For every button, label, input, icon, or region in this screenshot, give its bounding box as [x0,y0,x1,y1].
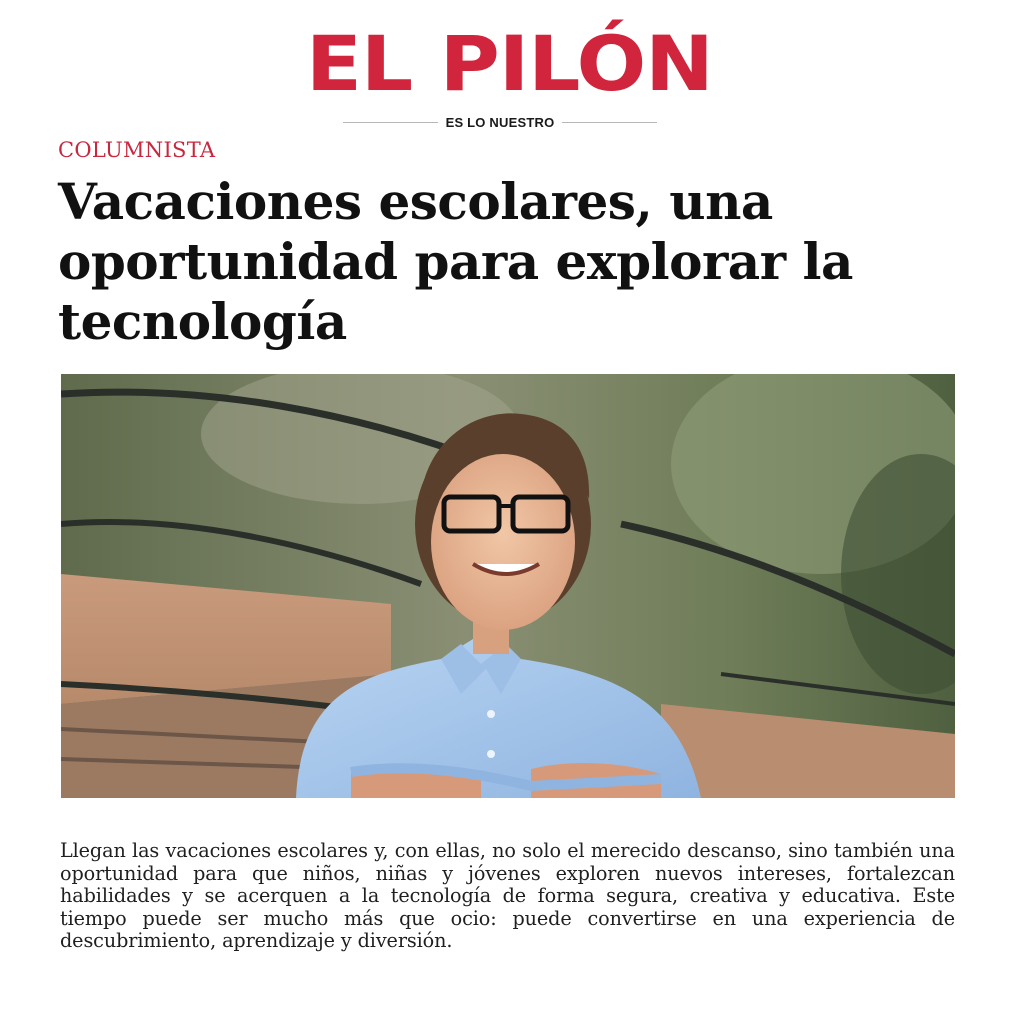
article-headline: Vacaciones escolares, una oportunidad para explorar la tecnología [58,172,853,351]
tagline-rule-right [562,122,657,123]
section-label[interactable]: COLUMNISTA [58,138,216,162]
article-body: Llegan las vacaciones escolares y, con ellas, no solo el merecido descanso, sino también una oportunidad para que niños, niñas y jóvenes exploren nuevos intereses, fortalezcan habilidades y se acerquen a la tecnología de forma segura, creativa y educativa. Este tiempo puede ser mucho más que ocio: puede convertirse en una experiencia de descubrimiento, aprendizaje y diversión. [60,839,955,952]
masthead [0,19,1019,108]
site-tagline: ES LO NUESTRO [445,114,555,130]
tagline-rule-left [343,122,438,123]
tagline-row [343,114,657,130]
site-logo[interactable]: EL PILÓN [306,19,713,108]
columnist-photo [61,374,955,798]
